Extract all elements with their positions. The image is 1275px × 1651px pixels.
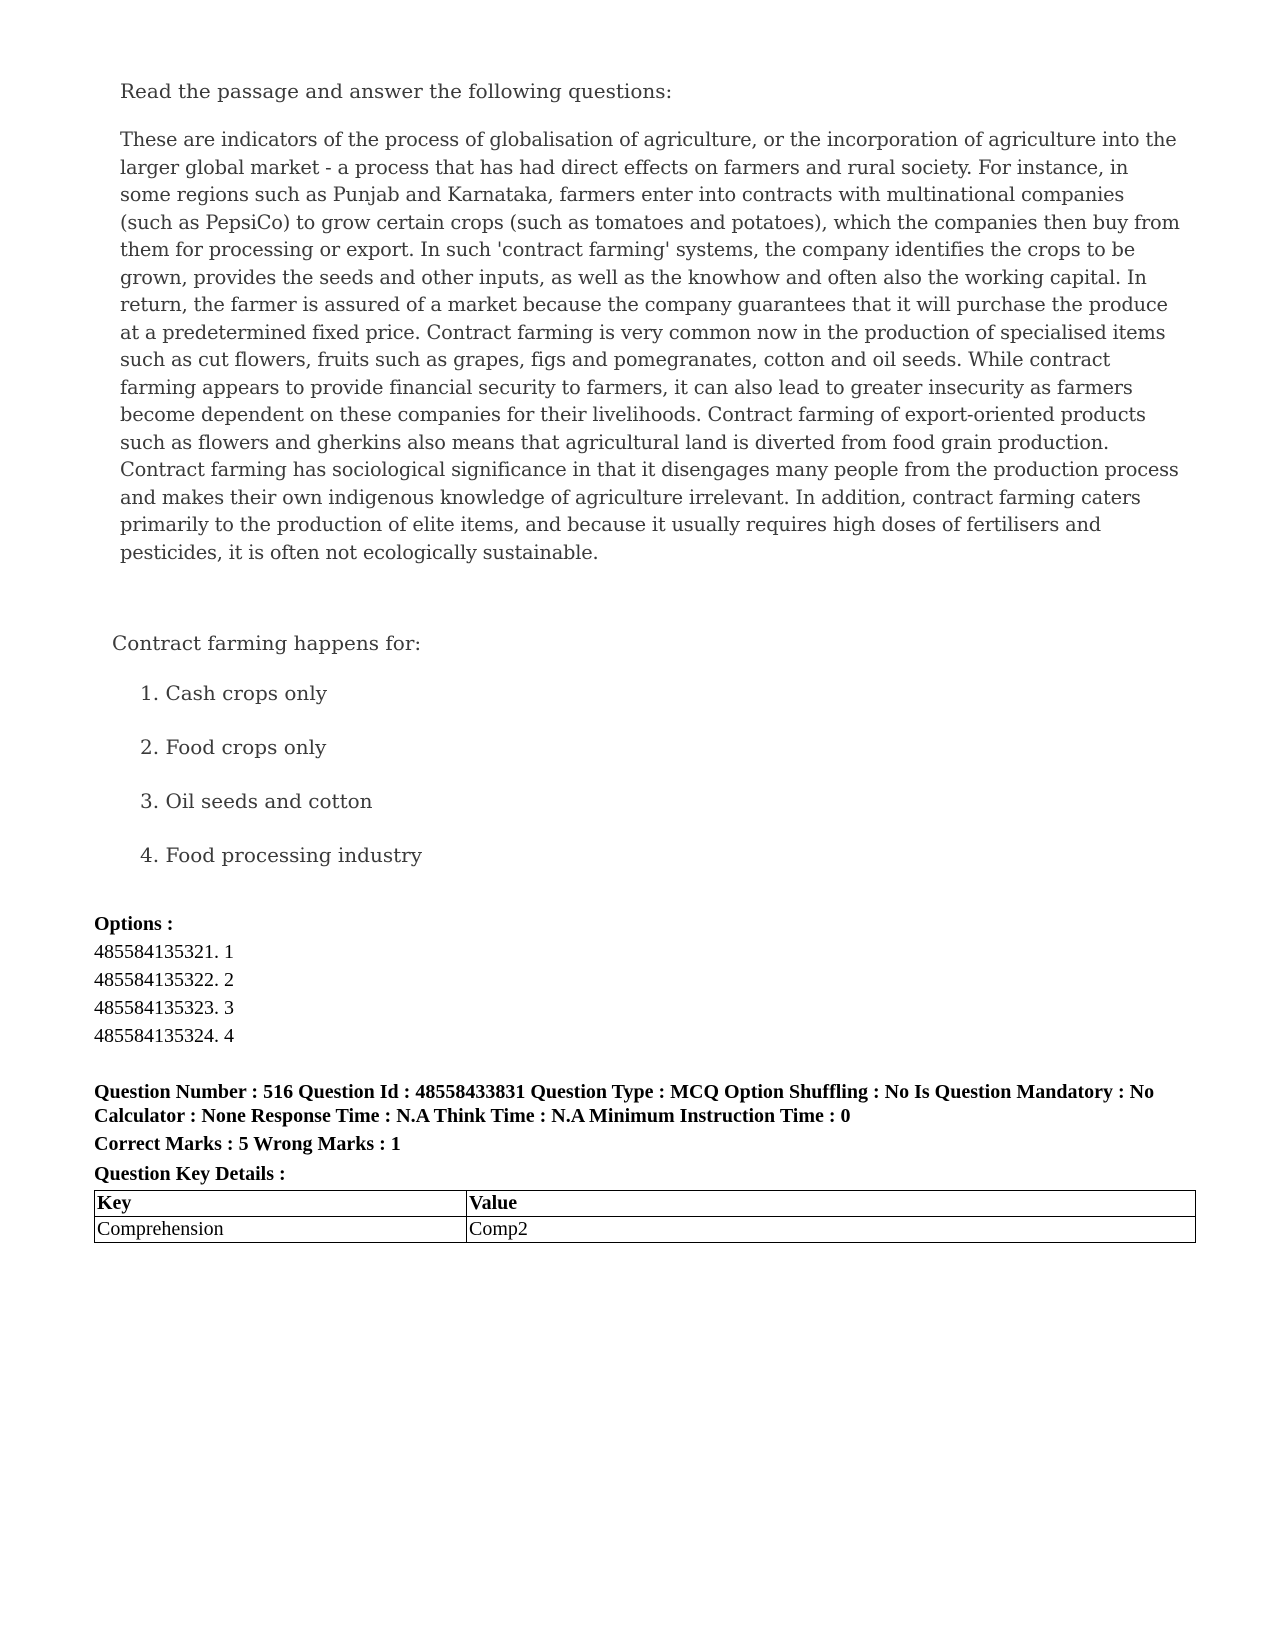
question-metadata — [94, 910, 1194, 1243]
option-id-line: 485584135324. 4 — [94, 1025, 234, 1047]
choice-item: 4. Food processing industry — [140, 843, 422, 867]
passage-intro: Read the passage and answer the following questions: — [120, 79, 673, 103]
table-header-row — [95, 1191, 1196, 1217]
option-id-line: 485584135322. 2 — [94, 969, 234, 991]
question-stem: Contract farming happens for: — [112, 631, 422, 655]
passage-text: These are indicators of the process of globalisation of agriculture, or the incorporation of agriculture into the larger global market - a process that has had direct effects on farmers and rural society. For instance, in some regions such as Punjab and Karnataka, farmers enter into contracts with multinational companies (such as PepsiCo) to grow certain crops (such as tomatoes and potatoes), which the companies then buy from them for processing or export. In such 'contract farming' systems, the company identifies the crops to be grown, provides the seeds and other inputs, as well as the knowhow and often also the working capital. In return, the farmer is assured of a market because the company guarantees that it will purchase the produce at a predetermined fixed price. Contract farming is very common now in the production of specialised items such as cut flowers, fruits such as grapes, figs and pomegranates, cotton and oil seeds. While contract farming appears to provide financial security to farmers, it can also lead to greater insecurity as farmers become dependent on these companies for their livelihoods. Contract farming of export-oriented products such as flowers and gherkins also means that agricultural land is diverted from food grain production. Contract farming has sociological significance in that it disengages many people from the production process and makes their own indigenous knowledge of agriculture irrelevant. In addition, contract farming caters primarily to the production of elite items, and because it usually requires high doses of fertilisers and pesticides, it is often not ecologically sustainable. — [120, 128, 1180, 564]
question-image — [112, 78, 1180, 896]
choice-item: 2. Food crops only — [140, 735, 327, 759]
options-title: Options : — [94, 913, 174, 935]
table-row — [95, 1217, 1196, 1243]
marks-line: Correct Marks : 5 Wrong Marks : 1 — [94, 1133, 401, 1155]
choice-item: 3. Oil seeds and cotton — [140, 789, 373, 813]
choice-list — [140, 680, 1172, 868]
option-id-line: 485584135321. 1 — [94, 941, 234, 963]
table-cell-value: Comp2 — [467, 1217, 1196, 1243]
choice-item: 1. Cash crops only — [140, 681, 328, 705]
table-header-value: Value — [467, 1191, 1196, 1217]
key-details-table — [94, 1190, 1196, 1243]
table-header-key: Key — [95, 1191, 467, 1217]
table-cell-key: Comprehension — [95, 1217, 467, 1243]
question-info: Question Number : 516 Question Id : 48558433831 Question Type : MCQ Option Shuffling : No Is Question Mandatory : No Calculator : None Response Time : N.A Think Time : N.A Minimum Instruction Time : 0 — [94, 1081, 1155, 1127]
key-details-title: Question Key Details : — [94, 1163, 286, 1185]
option-id-line: 485584135323. 3 — [94, 997, 234, 1019]
